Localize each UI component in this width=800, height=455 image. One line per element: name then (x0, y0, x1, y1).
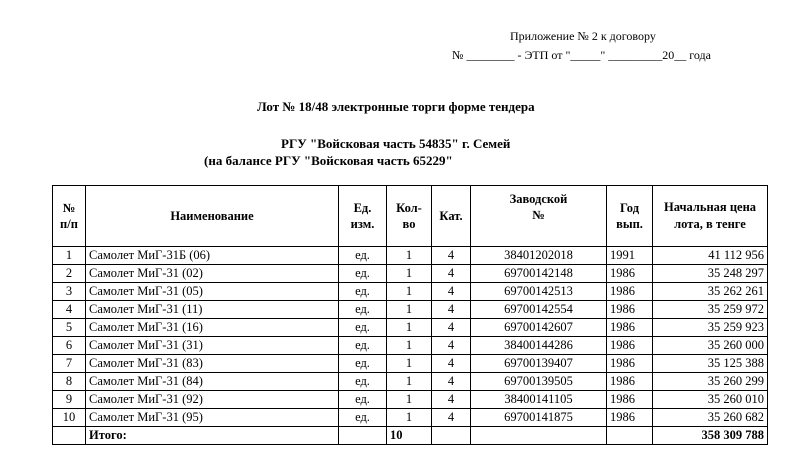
header-price-line1: Начальная цена (663, 200, 757, 214)
cell-qty: 1 (387, 409, 432, 427)
table-row (53, 283, 768, 301)
cell-unit: ед. (339, 391, 387, 409)
cell-num: 2 (53, 265, 86, 283)
cell-num: 3 (53, 283, 86, 301)
cell-serial: 38401202018 (471, 247, 607, 265)
cell-serial: 38400141105 (471, 391, 607, 409)
cell-serial: 69700142513 (471, 283, 607, 301)
cell-name: Самолет МиГ-31 (95) (86, 409, 339, 427)
cell-unit: ед. (339, 373, 387, 391)
table-row (53, 301, 768, 319)
cell-num: 5 (53, 319, 86, 337)
cell-price: 35 248 297 (653, 265, 768, 283)
cell-num: 6 (53, 337, 86, 355)
cell-qty: 1 (387, 283, 432, 301)
table-row (53, 337, 768, 355)
cell-year: 1986 (607, 355, 653, 373)
cell-num: 7 (53, 355, 86, 373)
cell-name: Самолет МиГ-31 (31) (86, 337, 339, 355)
cell-price: 35 259 923 (653, 319, 768, 337)
total-label: Итого: (86, 427, 339, 445)
header-serial (471, 186, 607, 247)
header-num-line2: п/п (60, 217, 78, 231)
cell-cat: 4 (432, 247, 471, 265)
cell-unit: ед. (339, 337, 387, 355)
total-qty: 10 (387, 427, 432, 445)
cell-year: 1986 (607, 265, 653, 283)
cell-qty: 1 (387, 391, 432, 409)
header-qty-line1: Кол- (396, 201, 422, 215)
header-unit-line1: Ед. (353, 201, 372, 215)
lots-table (52, 185, 768, 445)
cell-cat: 4 (432, 319, 471, 337)
cell-unit: ед. (339, 247, 387, 265)
cell-name: Самолет МиГ-31 (16) (86, 319, 339, 337)
cell-cat: 4 (432, 283, 471, 301)
header-cat: Кат. (432, 186, 471, 247)
cell-year: 1986 (607, 391, 653, 409)
cell-serial: 69700142148 (471, 265, 607, 283)
cell-num: 10 (53, 409, 86, 427)
cell-price: 41 112 956 (653, 247, 768, 265)
table-row (53, 409, 768, 427)
header-unit (339, 186, 387, 247)
table-row (53, 373, 768, 391)
cell-year: 1986 (607, 283, 653, 301)
total-row (53, 427, 768, 445)
header-num (53, 186, 86, 247)
annex-line-2: № ________ - ЭТП от "_____" _________20__ года (452, 48, 711, 62)
cell-qty: 1 (387, 247, 432, 265)
cell-serial: 69700139407 (471, 355, 607, 373)
cell-qty: 1 (387, 337, 432, 355)
cell-year: 1986 (607, 373, 653, 391)
cell-name: Самолет МиГ-31Б (06) (86, 247, 339, 265)
cell-unit: ед. (339, 301, 387, 319)
cell-name: Самолет МиГ-31 (92) (86, 391, 339, 409)
cell-qty: 1 (387, 265, 432, 283)
cell-price: 35 260 682 (653, 409, 768, 427)
cell-name: Самолет МиГ-31 (11) (86, 301, 339, 319)
cell-num: 1 (53, 247, 86, 265)
cell-name: Самолет МиГ-31 (83) (86, 355, 339, 373)
cell-year: 1986 (607, 319, 653, 337)
cell-price: 35 260 010 (653, 391, 768, 409)
cell-qty: 1 (387, 319, 432, 337)
header-qty (387, 186, 432, 247)
cell-price: 35 260 299 (653, 373, 768, 391)
cell-name: Самолет МиГ-31 (02) (86, 265, 339, 283)
cell-num: 8 (53, 373, 86, 391)
header-year (607, 186, 653, 247)
cell-cat: 4 (432, 301, 471, 319)
header-unit-line2: изм. (350, 217, 375, 231)
cell-price: 35 125 388 (653, 355, 768, 373)
table-row (53, 265, 768, 283)
cell-year: 1986 (607, 301, 653, 319)
table-row (53, 355, 768, 373)
cell-year: 1986 (607, 337, 653, 355)
cell-price: 35 260 000 (653, 337, 768, 355)
cell-unit: ед. (339, 265, 387, 283)
total-num-empty (53, 427, 86, 445)
cell-year: 1986 (607, 409, 653, 427)
cell-unit: ед. (339, 319, 387, 337)
cell-qty: 1 (387, 355, 432, 373)
header-year-line2: вып. (616, 217, 643, 231)
total-unit-empty (339, 427, 387, 445)
cell-qty: 1 (387, 301, 432, 319)
cell-name: Самолет МиГ-31 (05) (86, 283, 339, 301)
header-price-line2: лота, в тенге (674, 217, 746, 231)
cell-year: 1991 (607, 247, 653, 265)
cell-serial: 69700141875 (471, 409, 607, 427)
cell-num: 9 (53, 391, 86, 409)
cell-serial: 69700139505 (471, 373, 607, 391)
cell-price: 35 259 972 (653, 301, 768, 319)
header-num-line1: № (62, 201, 76, 215)
cell-cat: 4 (432, 265, 471, 283)
header-serial-line1: Заводской (509, 192, 568, 206)
table-row (53, 391, 768, 409)
cell-cat: 4 (432, 373, 471, 391)
header-serial-line2: № (532, 208, 545, 222)
cell-cat: 4 (432, 409, 471, 427)
document-title: Лот № 18/48 электронные торги форме тендера (257, 99, 535, 114)
table-row (53, 319, 768, 337)
header-name: Наименование (86, 186, 339, 247)
cell-unit: ед. (339, 409, 387, 427)
cell-cat: 4 (432, 355, 471, 373)
table-header-row (53, 186, 768, 247)
cell-price: 35 262 261 (653, 283, 768, 301)
table-row (53, 247, 768, 265)
total-cat-empty (432, 427, 471, 445)
header-qty-line2: во (402, 217, 416, 231)
total-serial-empty (471, 427, 607, 445)
annex-line-1: Приложение № 2 к договору (510, 29, 656, 43)
cell-num: 4 (53, 301, 86, 319)
cell-serial: 38400144286 (471, 337, 607, 355)
cell-cat: 4 (432, 337, 471, 355)
total-price: 358 309 788 (653, 427, 768, 445)
cell-serial: 69700142607 (471, 319, 607, 337)
cell-name: Самолет МиГ-31 (84) (86, 373, 339, 391)
cell-unit: ед. (339, 283, 387, 301)
total-year-empty (607, 427, 653, 445)
document-subtitle-1: РГУ "Войсковая часть 54835" г. Семей (281, 136, 511, 151)
document-subtitle-2: (на балансе РГУ "Войсковая часть 65229" (204, 153, 453, 168)
cell-unit: ед. (339, 355, 387, 373)
cell-cat: 4 (432, 391, 471, 409)
cell-serial: 69700142554 (471, 301, 607, 319)
header-price (653, 186, 768, 247)
cell-qty: 1 (387, 373, 432, 391)
header-year-line1: Год (619, 201, 640, 215)
